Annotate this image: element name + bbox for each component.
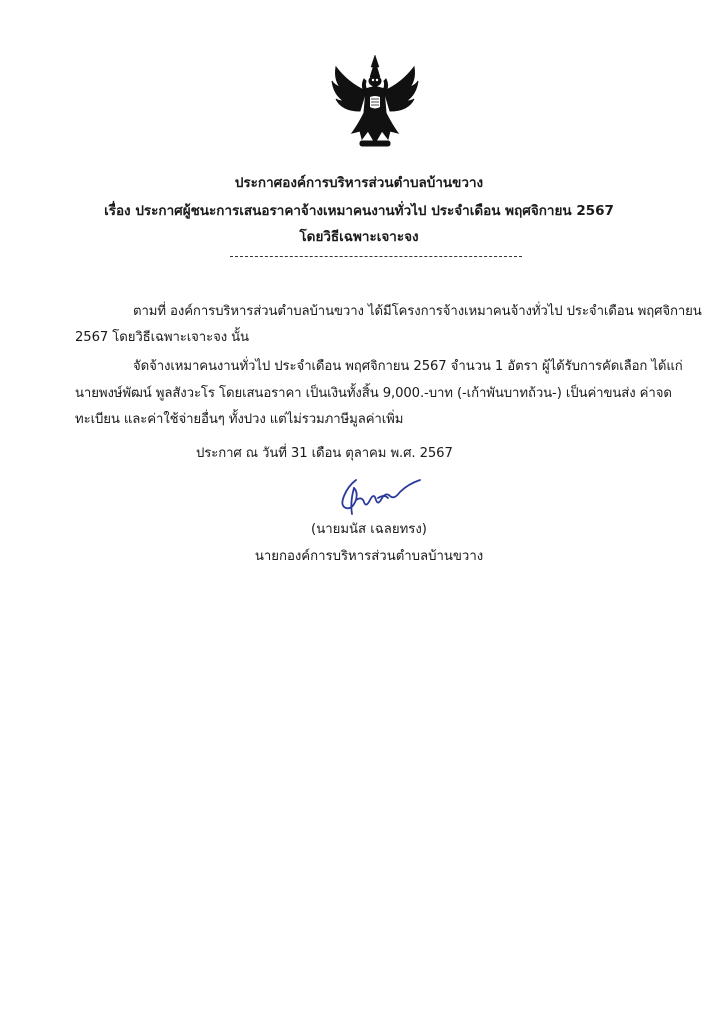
dashed-divider [230, 256, 522, 257]
garuda-emblem-icon [330, 53, 420, 149]
announcement-subject: เรื่อง ประกาศผู้ชนะการเสนอราคาจ้างเหมาคนงานทั่วไป ประจำเดือน พฤศจิกายน 2567 [104, 203, 614, 219]
paragraph-2-line-1: จัดจ้างเหมาคนงานทั่วไป ประจำเดือน พฤศจิกายน 2567 จำนวน 1 อัตรา ผู้ได้รับการคัดเลือก ได้แก่ [133, 359, 683, 374]
signatory-position: นายกองค์การบริหารส่วนตำบลบ้านขวาง [254, 549, 484, 564]
handwritten-signature [334, 474, 426, 518]
paragraph-2-line-2: นายพงษ์พัฒน์ พูลสังวะโร โดยเสนอราคา เป็นเงินทั้งสิ้น 9,000.-บาท (-เก้าพันบาทถ้วน-) เป็นค่าขนส่ง ค่าจด [75, 386, 672, 401]
announcement-title: ประกาศองค์การบริหารส่วนตำบลบ้านขวาง [234, 175, 484, 191]
signatory-name: (นายมนัส เฉลยทรง) [311, 522, 427, 537]
procurement-method: โดยวิธีเฉพาะเจาะจง [299, 229, 419, 245]
paragraph-2-line-3: ทะเบียน และค่าใช้จ่ายอื่นๆ ทั้งปวง แต่ไม่รวมภาษีมูลค่าเพิ่ม [75, 412, 404, 427]
paragraph-1-line-2: 2567 โดยวิธีเฉพาะเจาะจง นั้น [75, 330, 249, 345]
announcement-date: ประกาศ ณ วันที่ 31 เดือน ตุลาคม พ.ศ. 2567 [196, 446, 453, 461]
paragraph-1-line-1: ตามที่ องค์การบริหารส่วนตำบลบ้านขวาง ได้มีโครงการจ้างเหมาคนจ้างทั่วไป ประจำเดือน พฤศจิกายน [133, 304, 702, 319]
